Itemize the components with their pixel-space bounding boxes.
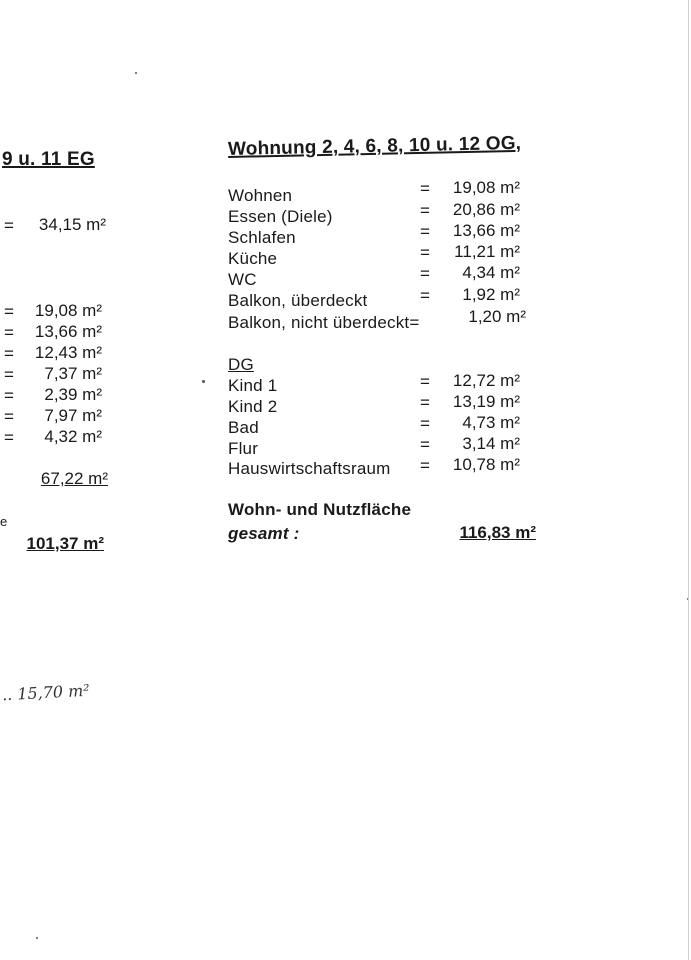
dg-room-equals: = — [420, 414, 430, 433]
dg-heading: DG — [228, 355, 254, 374]
room-label: Essen (Diele) — [228, 207, 333, 226]
left-equals: = — [4, 344, 14, 363]
room-equals: = — [420, 264, 430, 283]
room-equals: = — [420, 286, 430, 305]
room-value: 11,21 m² — [454, 242, 520, 261]
left-total: 101,37 m² — [26, 534, 104, 553]
left-value: 13,66 m² — [34, 322, 102, 341]
room-label: Küche — [228, 249, 278, 268]
left-value: 7,37 m² — [44, 364, 102, 383]
left-equals: = — [4, 407, 14, 426]
dg-room-value: 4,73 m² — [462, 413, 520, 432]
left-partial-char: e — [0, 514, 8, 529]
left-value: 4,32 m² — [44, 427, 102, 446]
left-value: 2,39 m² — [44, 385, 102, 404]
room-label: Balkon, überdeckt — [228, 291, 368, 310]
right-header: Wohnung 2, 4, 6, 8, 10 u. 12 OG, — [227, 132, 522, 160]
room-label: Schlafen — [228, 228, 296, 247]
room-value: 1,20 m² — [468, 307, 526, 326]
room-equals: = — [420, 179, 430, 198]
dg-room-equals: = — [420, 435, 430, 454]
total-value: 116,83 m² — [459, 523, 536, 542]
room-label: WC — [228, 270, 257, 289]
dg-room-label: Bad — [228, 418, 259, 437]
left-equals: = — [4, 365, 14, 384]
left-value: 12,43 m² — [34, 343, 102, 362]
room-value: 13,66 m² — [452, 221, 520, 240]
room-value: 19,08 m² — [452, 178, 520, 197]
dg-room-label: Kind 1 — [228, 376, 278, 395]
room-label: Balkon, nicht überdeckt= — [228, 313, 420, 332]
left-equals: = — [4, 216, 14, 235]
dg-room-value: 12,72 m² — [452, 371, 520, 390]
speck — [36, 937, 38, 939]
room-label: Wohnen — [228, 186, 293, 205]
left-equals: = — [4, 428, 14, 447]
dg-room-equals: = — [420, 456, 430, 475]
left-equals: = — [4, 386, 14, 405]
dg-room-label: Kind 2 — [228, 397, 278, 416]
dg-room-equals: = — [420, 372, 430, 391]
dg-room-label: Flur — [228, 439, 259, 458]
dg-room-equals: = — [420, 393, 430, 412]
room-equals: = — [420, 243, 430, 262]
total-label: Wohn- und Nutzfläche — [228, 500, 412, 519]
room-equals: = — [420, 222, 430, 241]
left-header: 9 u. 11 EG — [2, 149, 95, 170]
dg-room-label: Hauswirtschaftsraum — [228, 459, 391, 478]
speck — [135, 72, 137, 74]
room-value: 1,92 m² — [462, 285, 520, 304]
total-label-gesamt: gesamt : — [228, 524, 300, 543]
left-equals: = — [4, 323, 14, 342]
left-subtotal: 67,22 m² — [40, 469, 108, 488]
handwritten-note: .. 15,70 m² — [1, 680, 91, 705]
left-value: 19,08 m² — [34, 301, 102, 320]
room-value: 20,86 m² — [452, 200, 520, 219]
room-equals: = — [420, 201, 430, 220]
left-value: 7,97 m² — [44, 406, 102, 425]
room-value: 4,34 m² — [462, 263, 520, 282]
left-equals: = — [4, 302, 14, 321]
scan-edge-line — [688, 0, 689, 960]
left-top-value: 34,15 m² — [38, 215, 106, 234]
dg-room-value: 10,78 m² — [452, 455, 520, 474]
speck — [202, 380, 205, 383]
dg-room-value: 13,19 m² — [452, 392, 520, 411]
dg-room-value: 3,14 m² — [462, 434, 520, 453]
